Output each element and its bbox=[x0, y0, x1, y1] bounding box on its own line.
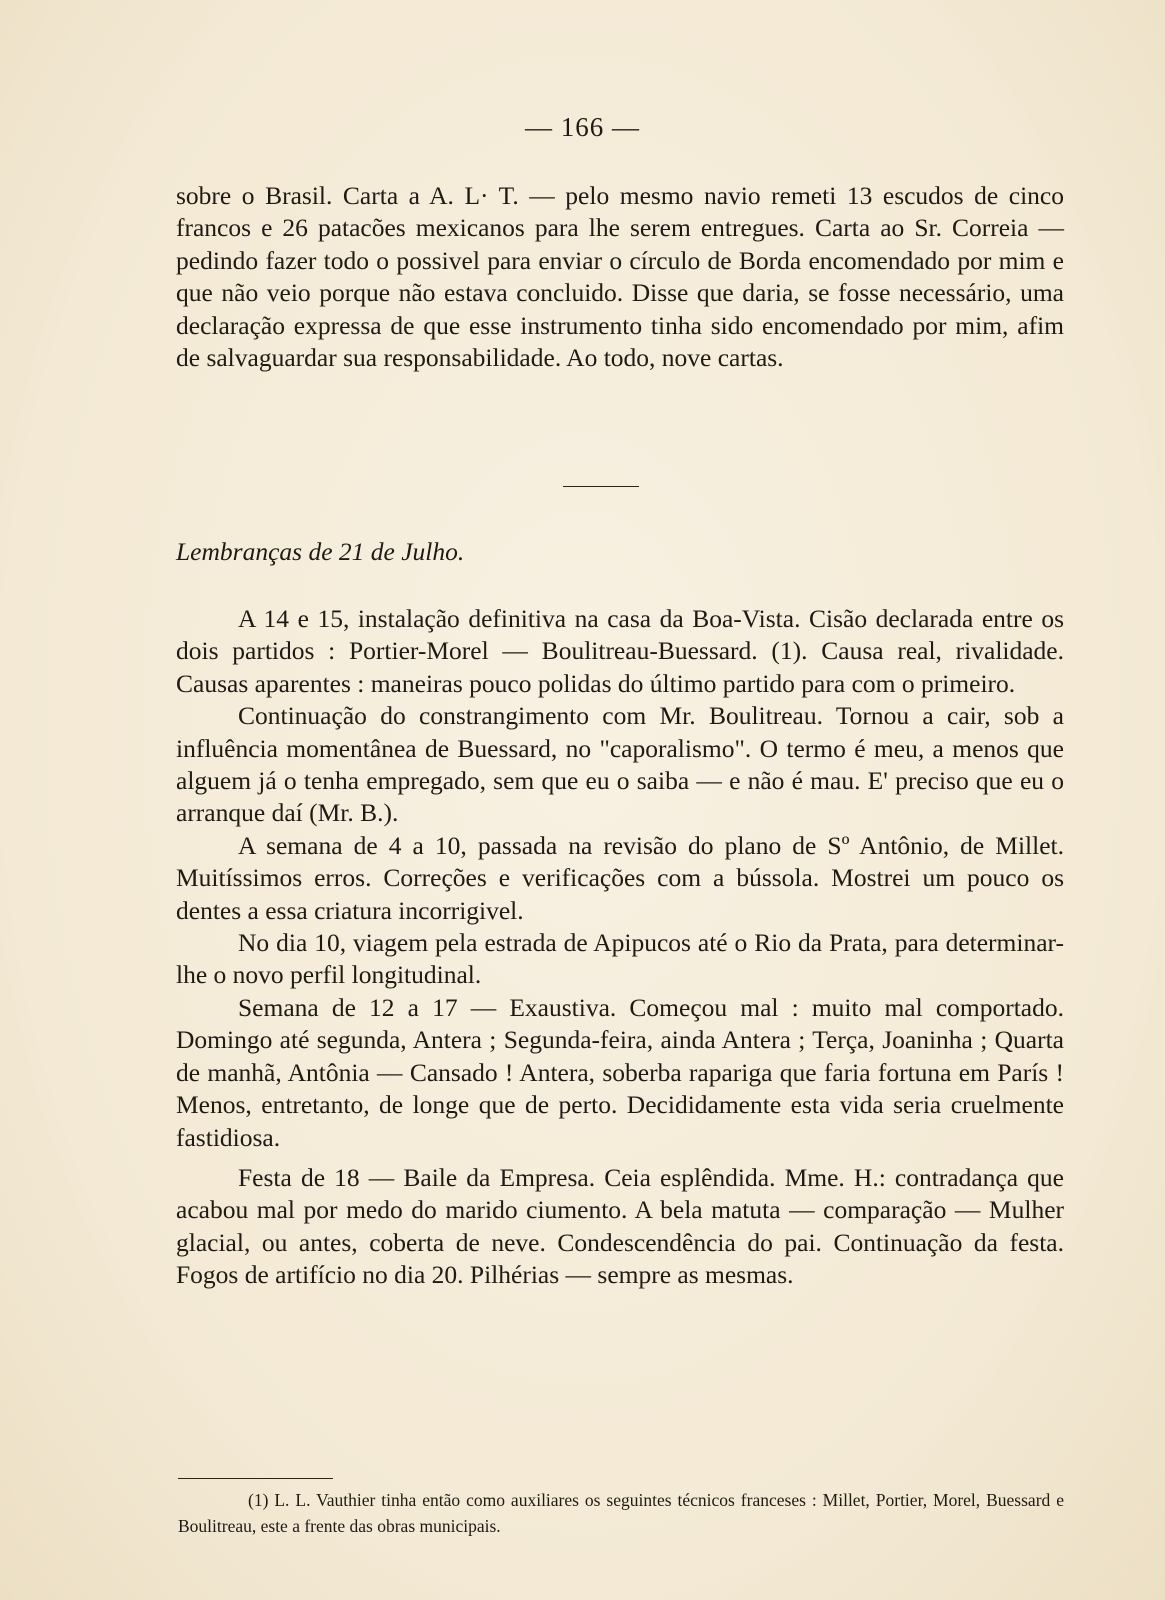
paragraph-party: Festa de 18 — Baile da Empresa. Ceia esplêndida. Mme. H.: contradança que acabou mal por medo do marido ciumento. A bela matuta — comparação — Mulher glacial, ou antes, coberta de neve. Condescendência do pai. Continuação da festa. Fogos de artifício no dia 20. Pilhérias — sempre as mesmas. bbox=[176, 1162, 1064, 1290]
paragraph-letters: sobre o Brasil. Carta a A. L· T. — pelo mesmo navio remeti 13 escudos de cinco francos e 26 patacões mexicanos para lhe serem entregues. Carta ao Sr. Correia — pedindo fazer todo o possivel para enviar o círculo de Borda encomendado por mim e que não veio porque não estava concluido. Disse que daria, se fosse necessário, uma declaração expressa de que esse instrumento tinha sido encomendado por mim, afim de salvaguardar sua responsabilidade. Ao todo, nove cartas. bbox=[176, 181, 1064, 373]
paragraph-revision: A semana de 4 a 10, passada na revisão do plano de Sº Antônio, de Millet. Muitíssimos erros. Correções e verificações com a bússola. Mostrei um pouco os dentes a essa criatura incorrigivel. bbox=[176, 830, 1064, 925]
section-separator bbox=[563, 486, 639, 487]
paragraph-week: Semana de 12 a 17 — Exaustiva. Começou mal : muito mal comportado. Domingo até segunda, Antera ; Segunda-feira, ainda Antera ; Terça, Joaninha ; Quarta de manhã, Antônia — Cansado ! Antera, soberba rapariga que faria fortuna em París ! Menos, entretanto, de longe que de perto. Decididamente esta vida seria cruelmente fastidiosa. bbox=[176, 992, 1064, 1152]
opening-text bbox=[176, 180, 1064, 374]
page-number: — 166 — bbox=[525, 112, 640, 142]
footnote-rule bbox=[178, 1478, 333, 1479]
section-heading: Lembranças de 21 de Julho. bbox=[176, 537, 465, 566]
paragraph-constraint: Continuação do constrangimento com Mr. Boulitreau. Tornou a cair, sob a influência momentânea de Buessard, no "caporalismo". O termo é meu, a menos que alguem já o tenha empregado, sem que eu o saiba — e não é mau. E' preciso que eu o arranque daí (Mr. B.). bbox=[176, 701, 1064, 828]
paragraph-installation: A 14 e 15, instalação definitiva na casa da Boa-Vista. Cisão declarada entre os dois partidos : Portier-Morel — Boulitreau-Buessard. (1). Causa real, rivalidade. Causas aparentes : maneiras pouco polidas do último partido para com o primeiro. bbox=[176, 604, 1064, 698]
paragraph-trip: No dia 10, viagem pela estrada de Apipucos até o Rio da Prata, para determinar-lhe o novo perfil longitudinal. bbox=[176, 928, 1064, 990]
footnote-text: (1) L. L. Vauthier tinha então como auxiliares os seguintes técnicos franceses : Millet, Portier, Morel, Buessard e Boulitreau, este a frente das obras municipais. bbox=[178, 1490, 1064, 1536]
footnote bbox=[178, 1487, 1064, 1539]
section-body bbox=[176, 603, 1064, 1292]
